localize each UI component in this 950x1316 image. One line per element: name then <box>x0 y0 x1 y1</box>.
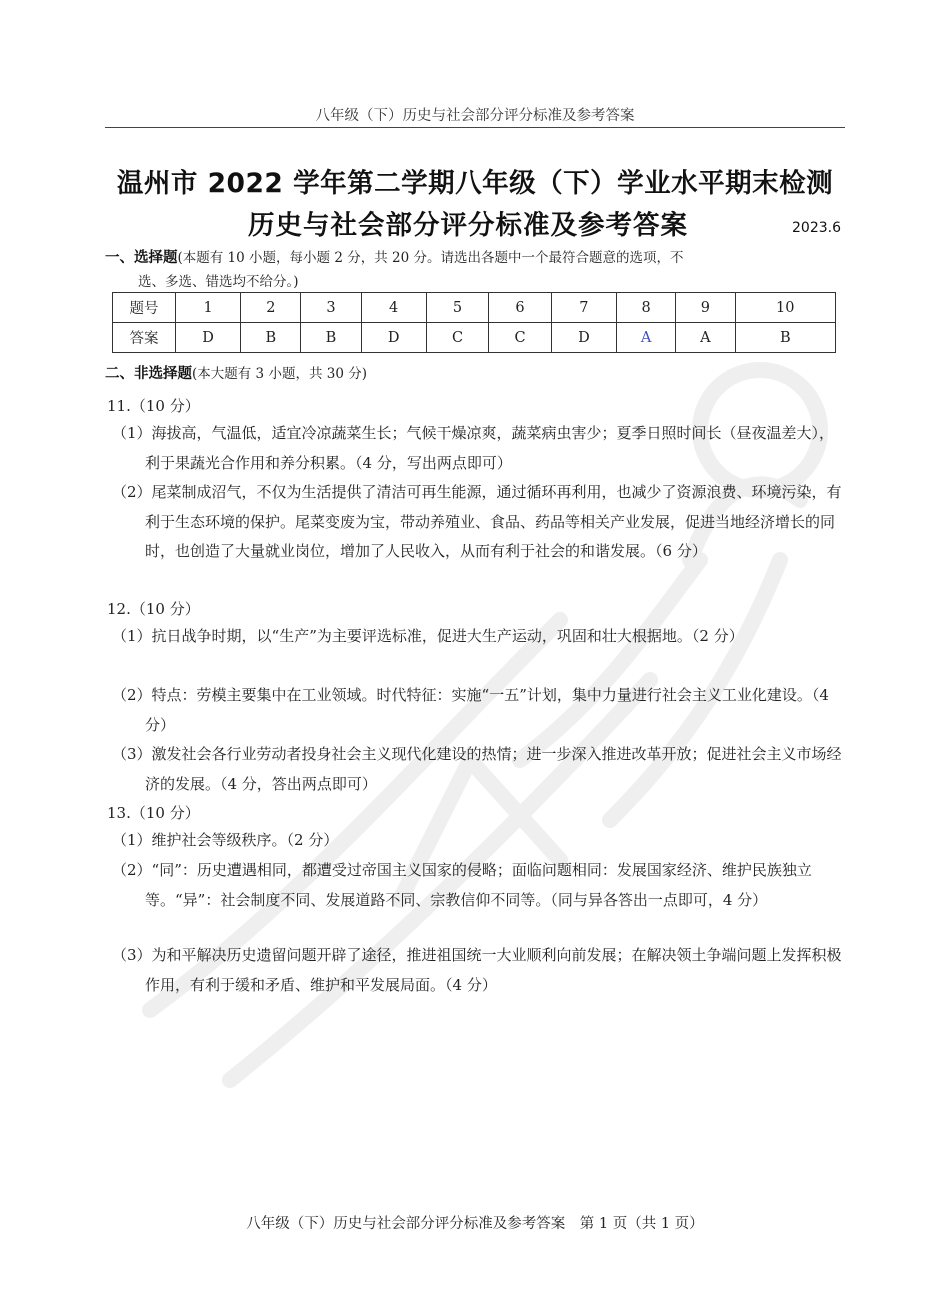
table-header-question-no: 题号 <box>113 293 176 323</box>
page-header: 八年级（下）历史与社会部分评分标准及参考答案 <box>315 108 635 124</box>
question-11-part-1: （1）海拔高，气温低，适宜冷凉蔬菜生长；气候干燥凉爽，蔬菜病虫害少；夏季日照时间长（昼夜温差大），利于果蔬光合作用和养分积累。（4 分，写出两点即可） <box>112 424 835 472</box>
table-header-answer: 答案 <box>113 323 176 353</box>
question-12-part-3: （3）激发社会各行业劳动者投身社会主义现代化建设的热情；进一步深入推进改革开放；促进社会主义市场经济的发展。（4 分，答出两点即可） <box>112 745 842 793</box>
title-line-2: 历史与社会部分评分标准及参考答案 <box>248 210 688 241</box>
question-13-part-3: （3）为和平解决历史遗留问题开辟了途径，推进祖国统一大业顺利向前发展；在解决领土争端问题上发挥积极作用，有利于缓和矛盾、维护和平发展局面。（4 分） <box>112 946 842 994</box>
question-number-cell: 4 <box>361 293 426 323</box>
answer-cell: B <box>241 323 301 353</box>
question-12-part-2: （2）特点：劳模主要集中在工业领域。时代特征：实施“一五”计划，集中力量进行社会主义工业化建设。（4 分） <box>112 686 829 734</box>
question-number-cell: 5 <box>426 293 489 323</box>
question-11-part-2: （2）尾菜制成沼气，不仅为生活提供了清洁可再生能源，通过循环再利用，也减少了资源浪费、环境污染，有利于生态环境的保护。尾菜变废为宝，带动养殖业、食品、药品等相关产业发展，促进当地经济增长的同时，也创造了大量就业岗位，增加了人民收入，从而有利于社会的和谐发展。（6 分） <box>112 483 842 560</box>
question-13-label: 13.（10 分） <box>107 804 200 822</box>
answer-cell: D <box>361 323 426 353</box>
header-rule <box>105 127 845 128</box>
section-1-note-line-2: 选、多选、错选均不给分。) <box>138 274 299 290</box>
answer-table-number-row <box>113 293 836 323</box>
question-number-cell: 10 <box>735 293 835 323</box>
question-12-part-1: （1）抗日战争时期，以“生产”为主要评选标准，促进大生产运动，巩固和壮大根据地。（2 分） <box>112 627 744 645</box>
section-2-heading: 二、非选择题 <box>105 366 192 382</box>
section-2-note: (本大题有 3 小题，共 30 分) <box>192 366 367 382</box>
question-11-label: 11.（10 分） <box>107 397 200 415</box>
section-1-heading-block <box>105 246 850 294</box>
answer-cell: A <box>617 323 676 353</box>
question-number-cell: 3 <box>301 293 361 323</box>
page-footer: 八年级（下）历史与社会部分评分标准及参考答案 第 1 页（共 1 页） <box>246 1216 704 1232</box>
answer-cell: B <box>735 323 835 353</box>
exam-date: 2023.6 <box>792 220 841 236</box>
answer-cell: A <box>676 323 735 353</box>
question-13-part-2: （2）“同”：历史遭遇相同，都遭受过帝国主义国家的侵略；面临问题相同：发展国家经济、维护民族独立等。“异”：社会制度不同、发展道路不同、宗教信仰不同等。（同与异各答出一点即可，4 分） <box>112 861 812 909</box>
answer-cell: D <box>551 323 616 353</box>
section-1-heading: 一、选择题 <box>105 250 178 266</box>
question-number-cell: 9 <box>676 293 735 323</box>
answer-table <box>112 292 836 353</box>
answer-table-answer-row <box>113 323 836 353</box>
question-number-cell: 7 <box>551 293 616 323</box>
question-number-cell: 1 <box>176 293 241 323</box>
question-number-cell: 2 <box>241 293 301 323</box>
question-number-cell: 8 <box>617 293 676 323</box>
section-1-note-line-1: (本题有 10 小题，每小题 2 分，共 20 分。请选出各题中一个最符合题意的选项，不 <box>177 250 684 266</box>
answer-cell: D <box>176 323 241 353</box>
section-2-heading-block <box>105 362 850 386</box>
answer-cell: B <box>301 323 361 353</box>
question-12-label: 12.（10 分） <box>107 600 200 618</box>
question-13-part-1: （1）维护社会等级秩序。（2 分） <box>112 831 339 849</box>
title-line-1: 温州市 2022 学年第二学期八年级（下）学业水平期末检测 <box>116 168 834 199</box>
answer-cell: C <box>426 323 489 353</box>
question-number-cell: 6 <box>489 293 552 323</box>
answer-cell: C <box>489 323 552 353</box>
